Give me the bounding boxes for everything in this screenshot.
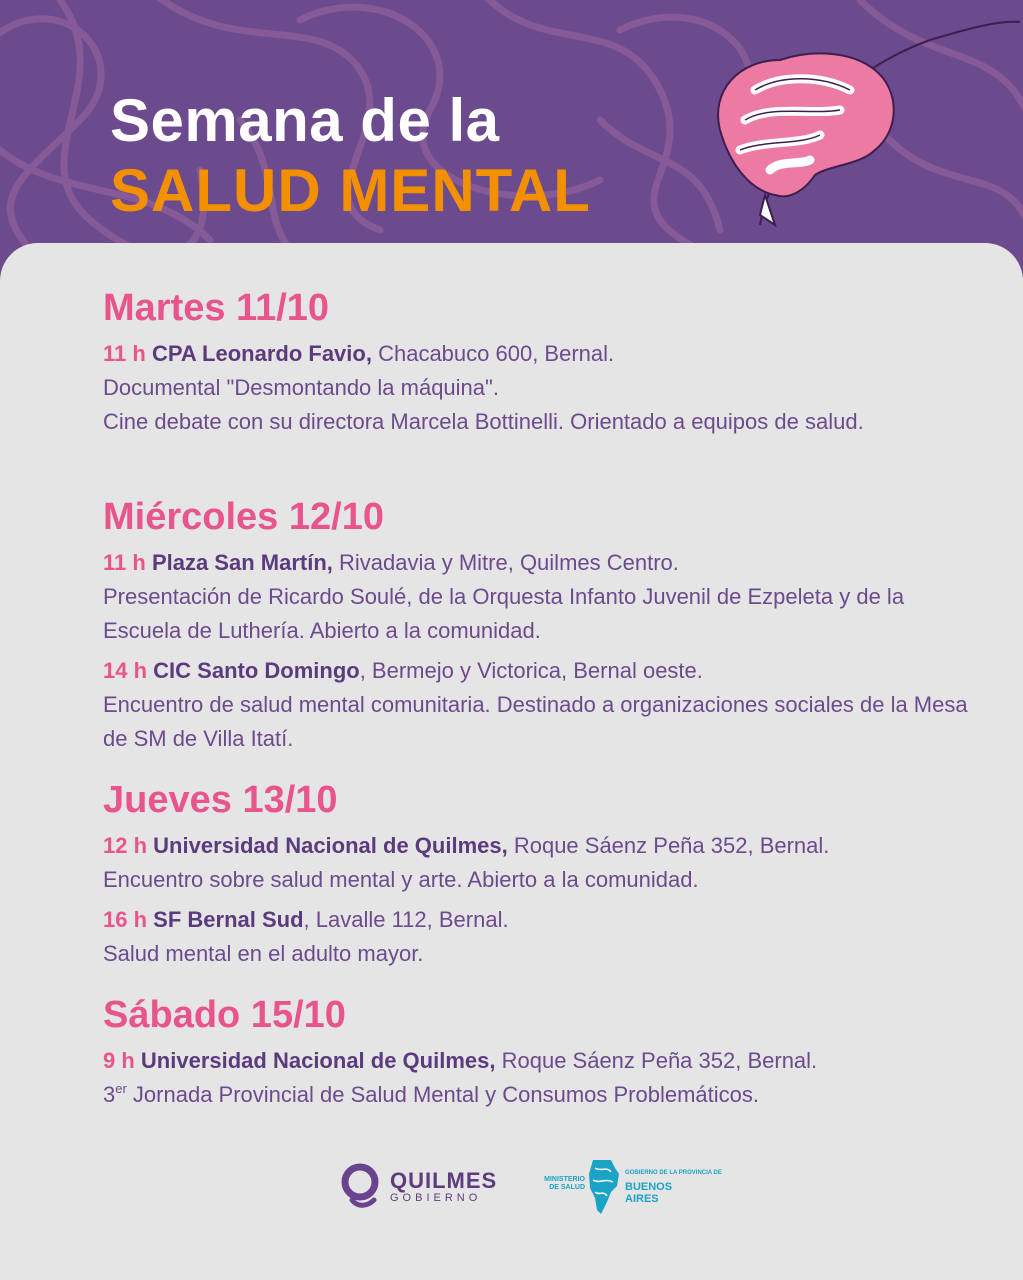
event-place: Universidad Nacional de Quilmes, <box>140 1048 496 1073</box>
title-line-2: SALUD MENTAL <box>110 157 591 224</box>
event-item <box>103 1044 983 1112</box>
event-time: 9 h <box>103 1048 135 1073</box>
brain-icon <box>700 20 1020 250</box>
day-heading: Martes 11/10 <box>103 287 330 329</box>
quilmes-wordmark: QUILMES <box>390 1168 498 1193</box>
day-heading: Jueves 13/10 <box>103 779 338 821</box>
day-section-martes <box>103 285 983 445</box>
day-section-jueves <box>103 777 983 977</box>
event-address: Rivadavia y Mitre, Quilmes Centro. <box>332 550 679 575</box>
province-map-icon <box>587 1158 621 1218</box>
event-item <box>103 903 983 971</box>
event-time: 12 h <box>103 833 148 858</box>
event-item <box>103 546 983 648</box>
event-address: , Bermejo y Victorica, Bernal oeste. <box>359 658 703 683</box>
event-time: 11 h <box>103 550 146 575</box>
event-time: 16 h <box>103 907 148 932</box>
buenos-label: BUENOS <box>625 1181 673 1193</box>
gobierno-provincia-label: GOBIERNO DE LA PROVINCIA DE <box>625 1170 722 1176</box>
event-ordinal-suffix: er <box>115 1081 127 1096</box>
event-place: Plaza San Martín, <box>151 550 333 575</box>
day-section-sabado <box>103 992 983 1118</box>
event-place: Universidad Nacional de Quilmes, <box>153 833 508 858</box>
event-item <box>103 337 983 439</box>
ministerio-label: MINISTERIO DE SALUD <box>544 1176 585 1191</box>
event-address: Roque Sáenz Peña 352, Bernal. <box>495 1048 818 1073</box>
event-time: 14 h <box>103 658 148 683</box>
title-line-1: Semana de la <box>110 87 500 154</box>
aires-label: AIRES <box>625 1193 659 1205</box>
day-section-miercoles <box>103 494 983 762</box>
event-address: Chacabuco 600, Bernal. <box>371 341 615 366</box>
event-line: Documental "Desmontando la máquina". <box>103 375 499 400</box>
quilmes-subtitle: GOBIERNO <box>390 1192 482 1204</box>
quilmes-logo <box>340 1162 498 1215</box>
event-line: Jornada Provincial de Salud Mental y Consumos Problemáticos. <box>126 1082 760 1107</box>
event-address: Roque Sáenz Peña 352, Bernal. <box>507 833 830 858</box>
event-line: Salud mental en el adulto mayor. <box>103 941 424 966</box>
day-heading: Sábado 15/10 <box>103 994 346 1036</box>
quilmes-q-icon <box>340 1162 384 1210</box>
event-line: Encuentro sobre salud mental y arte. Abierto a la comunidad. <box>103 867 699 892</box>
event-line: Cine debate con su directora Marcela Bottinelli. Orientado a equipos de salud. <box>103 409 864 434</box>
day-heading: Miércoles 12/10 <box>103 496 384 538</box>
event-time: 11 h <box>103 341 146 366</box>
event-place: CIC Santo Domingo <box>153 658 360 683</box>
event-item <box>103 829 983 897</box>
event-item <box>103 654 983 756</box>
event-line: Encuentro de salud mental comunitaria. Destinado a organizaciones sociales de la Mesa de SM de Villa Itatí. <box>103 692 968 751</box>
event-ordinal: 3 <box>103 1082 116 1107</box>
event-address: , Lavalle 112, Bernal. <box>303 907 509 932</box>
event-line: Presentación de Ricardo Soulé, de la Orquesta Infanto Juvenil de Ezpeleta y de la Escuela de Luthería. Abierto a la comunidad. <box>103 584 905 643</box>
event-place: SF Bernal Sud <box>153 907 304 932</box>
event-place: CPA Leonardo Favio, <box>151 341 372 366</box>
